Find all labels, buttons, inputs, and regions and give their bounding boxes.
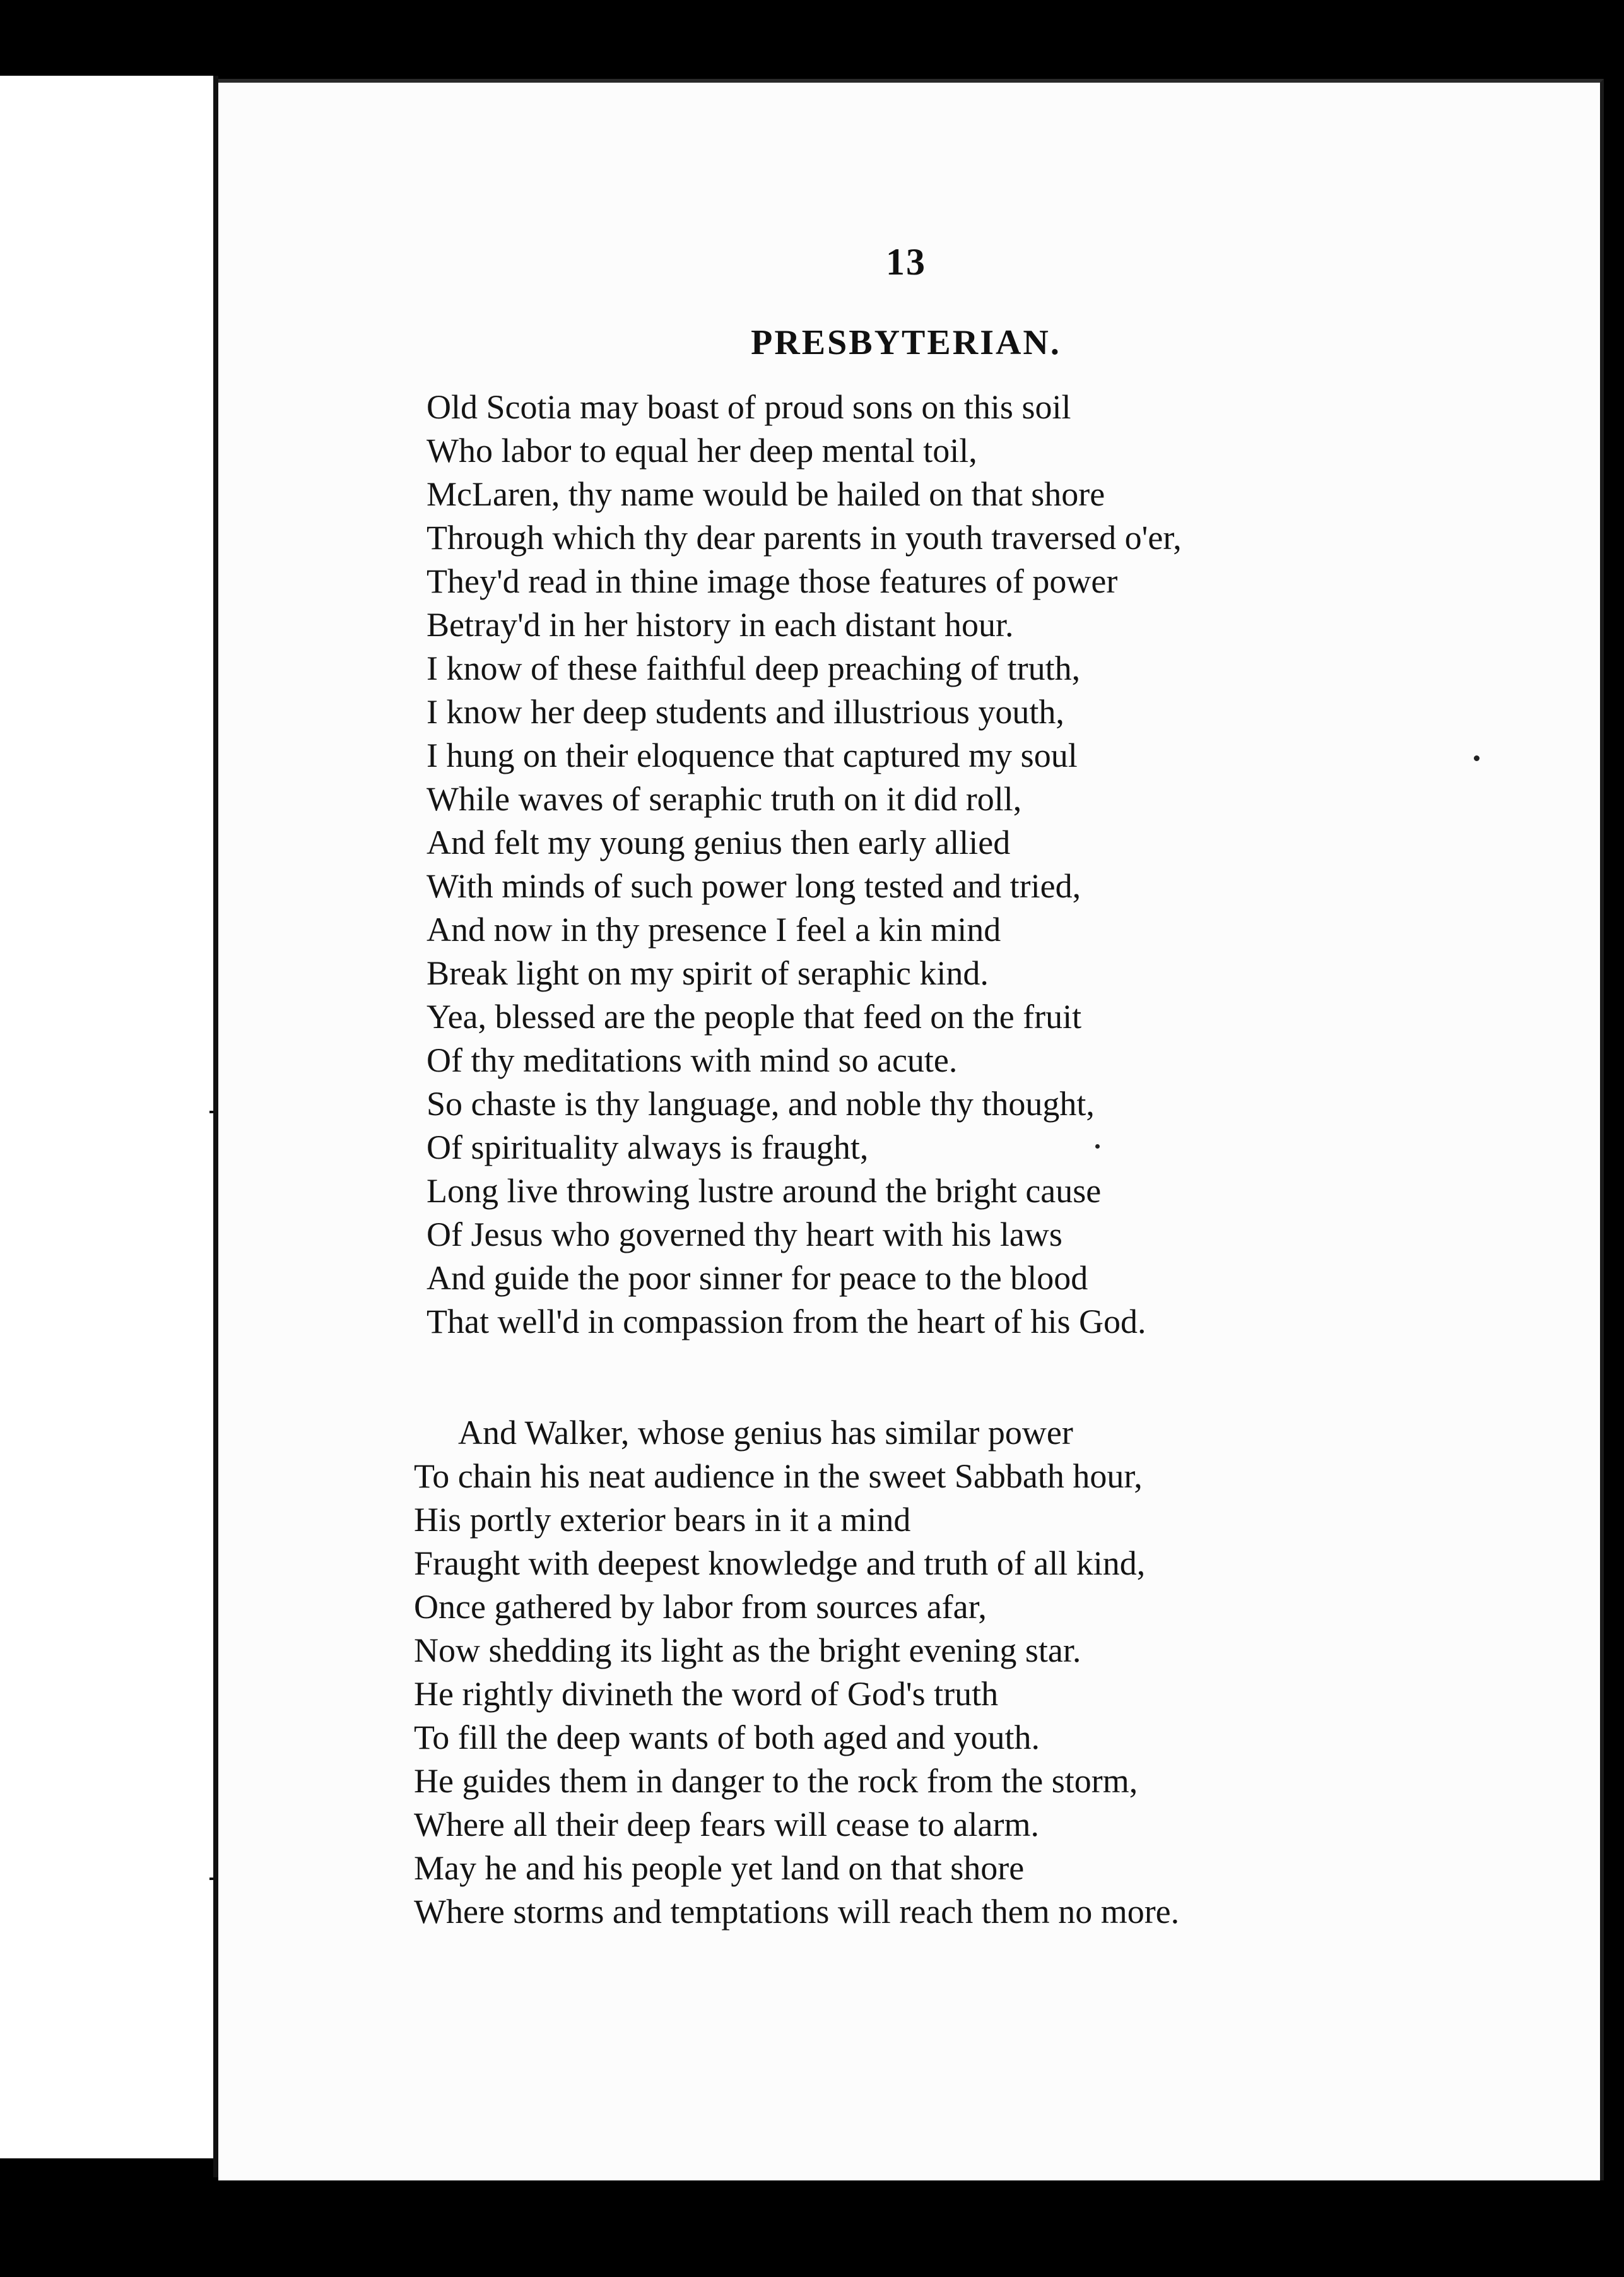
poem-line: Who labor to equal her deep mental toil, xyxy=(427,432,977,470)
poem-line: Of spirituality always is fraught, xyxy=(427,1128,869,1166)
poem-line: His portly exterior bears in it a mind xyxy=(414,1501,911,1539)
poem-line: He rightly divineth the word of God's truth xyxy=(414,1675,999,1713)
poem-line: So chaste is thy language, and noble thy thought, xyxy=(427,1085,1095,1123)
poem-line: Where storms and temptations will reach them no more. xyxy=(414,1893,1180,1931)
poem-line: I hung on their eloquence that captured my soul xyxy=(427,736,1078,774)
poem-line: While waves of seraphic truth on it did roll, xyxy=(427,780,1022,818)
poem-line: Long live throwing lustre around the bright cause xyxy=(427,1172,1102,1210)
poem-line: To fill the deep wants of both aged and youth. xyxy=(414,1718,1040,1756)
ink-speck xyxy=(1474,755,1480,761)
poem-line: McLaren, thy name would be hailed on that shore xyxy=(427,475,1105,513)
poem-line: He guides them in danger to the rock from the storm, xyxy=(414,1762,1138,1800)
poem-line: Break light on my spirit of seraphic kind. xyxy=(427,954,989,992)
book-page xyxy=(218,79,1604,2180)
poem-line: I know of these faithful deep preaching of truth, xyxy=(427,649,1081,687)
poem-title: PRESBYTERIAN. xyxy=(751,323,1061,362)
poem-line: Of Jesus who governed thy heart with his laws xyxy=(427,1215,1062,1253)
poem-line: And guide the poor sinner for peace to the blood xyxy=(427,1259,1088,1297)
stanza-2 xyxy=(414,1411,1179,1934)
ink-speck xyxy=(1095,1144,1100,1149)
poem-line: May he and his people yet land on that shore xyxy=(414,1849,1025,1887)
poem-line: Where all their deep fears will cease to alarm. xyxy=(414,1806,1039,1843)
poem-line: And now in thy presence I feel a kin mind xyxy=(427,911,1001,949)
stanza-1 xyxy=(427,386,1182,1344)
poem-line: Once gathered by labor from sources afar, xyxy=(414,1588,987,1626)
poem-line: Through which thy dear parents in youth traversed o'er, xyxy=(427,519,1182,557)
poem-line: Yea, blessed are the people that feed on the fruit xyxy=(427,998,1082,1036)
poem-line: Old Scotia may boast of proud sons on this soil xyxy=(427,388,1071,426)
poem-line: And Walker, whose genius has similar power xyxy=(458,1414,1073,1452)
poem-line: Fraught with deepest knowledge and truth of all kind, xyxy=(414,1544,1146,1582)
poem-line: And felt my young genius then early allied xyxy=(427,824,1011,861)
poem-line: To chain his neat audience in the sweet Sabbath hour, xyxy=(414,1457,1143,1495)
poem-line: They'd read in thine image those features of power xyxy=(427,562,1118,600)
poem-line: That well'd in compassion from the heart of his God. xyxy=(427,1303,1146,1340)
book-spine xyxy=(213,76,218,2177)
poem-line: Of thy meditations with mind so acute. xyxy=(427,1041,958,1079)
facing-page xyxy=(0,76,213,2158)
poem-line: I know her deep students and illustrious youth, xyxy=(427,693,1064,731)
poem-line: Betray'd in her history in each distant hour. xyxy=(427,606,1014,644)
page-number: 13 xyxy=(886,241,926,283)
poem-line: Now shedding its light as the bright evening star. xyxy=(414,1631,1081,1669)
poem-line: With minds of such power long tested and tried, xyxy=(427,867,1081,905)
